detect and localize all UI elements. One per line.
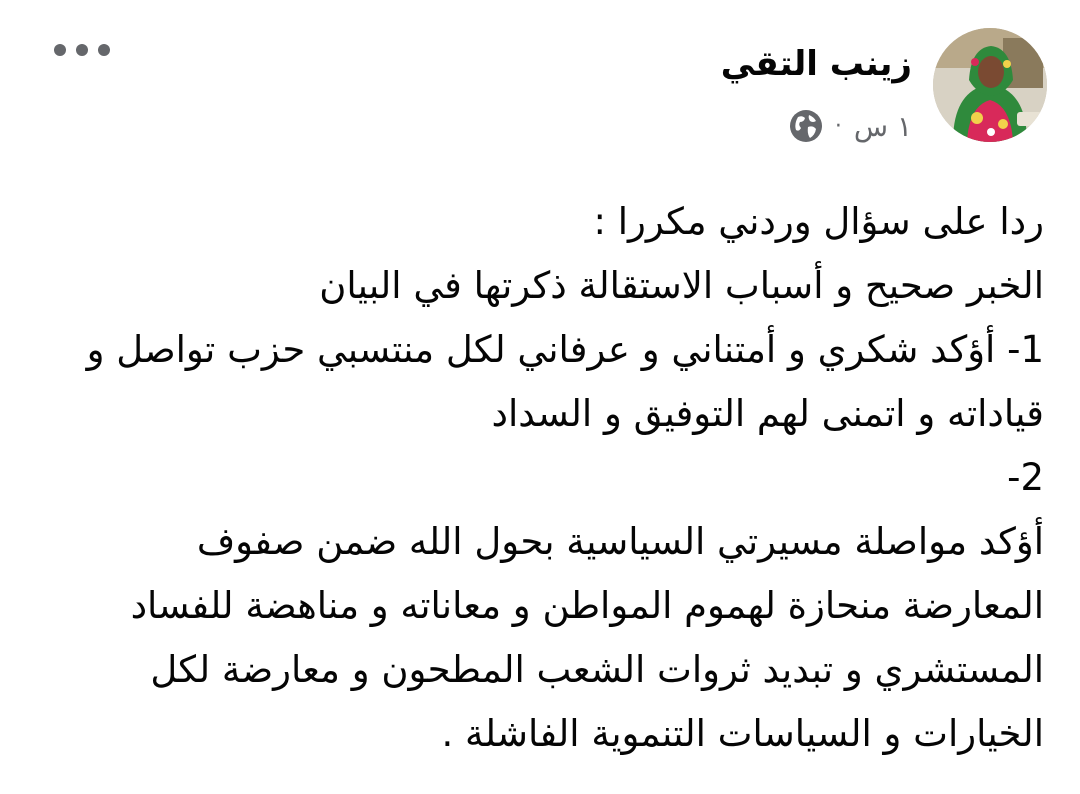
post-text-line: أؤكد مواصلة مسيرتي السياسية بحول الله ضمن صفوف (196, 520, 1044, 563)
post-meta (789, 104, 912, 148)
author-name[interactable]: زينب التقي (720, 44, 912, 84)
post-time[interactable]: ١ س (853, 109, 912, 143)
post-text (44, 190, 1044, 766)
post-text-line: ردا على سؤال وردني مكررا : (593, 200, 1044, 243)
more-options-icon-dot (54, 44, 66, 56)
avatar-image (933, 28, 1047, 142)
post-text-line: الخيارات و السياسات التنموية الفاشلة . (441, 712, 1044, 755)
post-text-line: المعارضة منحازة لهموم المواطن و معاناته و مناهضة للفساد (130, 584, 1044, 627)
more-options-icon-dot (76, 44, 88, 56)
post-text-line: الخبر صحيح و أسباب الاستقالة ذكرتها في البيان (319, 264, 1044, 307)
post-text-line: 2- (1007, 456, 1044, 499)
post-text-line: المستشري و تبديد ثروات الشعب المطحون و معارضة لكل (150, 648, 1044, 691)
post-text-line: 1- أؤكد شكري و أمتناني و عرفاني لكل منتسبي حزب تواصل و (86, 328, 1044, 371)
author-avatar[interactable] (933, 28, 1047, 142)
more-options-icon-dot (98, 44, 110, 56)
more-options-button[interactable] (54, 34, 110, 66)
post-text-line: قياداته و اتمنى لهم التوفيق و السداد (491, 392, 1044, 435)
globe-icon[interactable] (789, 109, 823, 143)
meta-separator: · (834, 113, 842, 139)
